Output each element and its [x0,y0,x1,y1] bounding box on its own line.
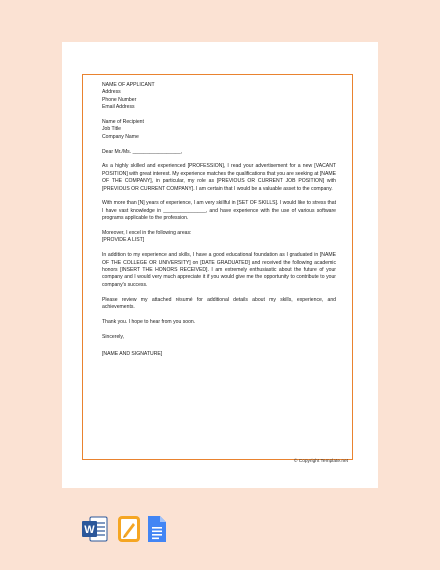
paragraph-intro: As a highly skilled and experienced [PROFESSION], I read your advertisement for a new [VACANT POSITION] with great interest. My experience matches the qualifications that you are seeking at [NAME OF THE COMPANY], in particular, my role as [PREVIOUS OR CURRENT JOB POSITION] with [PREVIOUS OR CURRENT COMPANY]. I am certain that I would be a valuable asset to the company. [102,163,336,192]
applicant-address: Address [102,89,121,96]
applicant-block [102,82,336,112]
recipient-title: Job Title [102,126,121,133]
paragraph-review: Please review my attached résumé for additional details about my skills, experience, and achievements. [102,296,336,311]
recipient-block [102,119,336,141]
salutation: Dear Mr./Ms. _________________, [102,148,183,155]
excel-list: [PROVIDE A LIST] [102,237,145,244]
paragraph-experience: With more than [N] years of experience, I am very skillful in [SET OF SKILLS]. I would like to stress that I have vast knowledge in _______________, and have experience with the use of various software programs applicable to the profession. [102,200,336,222]
excel-block [102,230,336,245]
recipient-company: Company Name [102,133,139,140]
signature: [NAME AND SIGNATURE] [102,351,163,358]
closing: Sincerely, [102,333,124,340]
microsoft-word-icon[interactable] [82,515,108,543]
applicant-email: Email Address [102,104,135,111]
document-preview [62,42,378,488]
cover-letter-body [102,82,336,366]
google-docs-icon[interactable] [146,515,168,543]
excel-intro: Moreover, I excel in the following areas: [102,230,192,237]
apple-pages-icon[interactable] [116,515,142,543]
applicant-phone: Phone Number [102,96,137,103]
recipient-name: Name of Recipient [102,119,144,126]
paragraph-thanks: Thank you. I hope to hear from you soon. [102,318,196,325]
paragraph-education: In addition to my experience and skills, I have a good educational foundation as I graduated in [NAME OF THE COLLEGE OR UNIVERSITY] on [DATE GRADUATED] and received the following academic honors [INSERT THE HONORS RECEIVED]. I am extremely enthusiastic about the future of your company and I would very much appreciate it if you would give me the opportunity to contribute to your company's success. [102,252,336,288]
copyright-notice: © Copyright Template.net [293,459,348,464]
word-letter: W [84,524,95,536]
applicant-name: NAME OF APPLICANT [102,82,155,88]
